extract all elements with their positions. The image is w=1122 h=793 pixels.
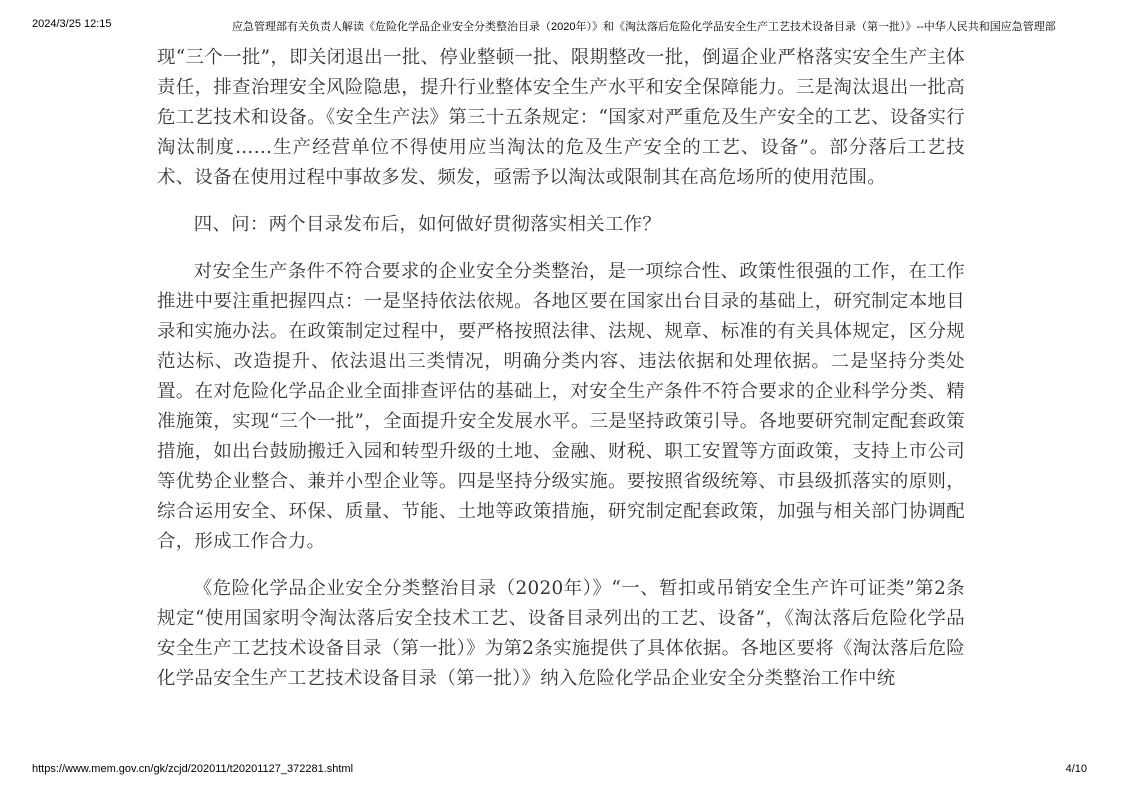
page-url: https://www.mem.gov.cn/gk/zcjd/202011/t20201127_372281.shtml xyxy=(32,763,354,775)
paragraph-continued: 现“三个一批”，即关闭退出一批、停业整顿一批、限期整改一批，倒逼企业严格落实安全生产主体责任，排查治理安全风险隐患，提升行业整体安全生产水平和安全保障能力。三是淘汰退出一批高危工艺技术和设备。《安全生产法》第三十五条规定：“国家对严重危及生产安全的工艺、设备实行淘汰制度……生产经营单位不得使用应当淘汰的危及生产安全的工艺、设备”。部分落后工艺技术、设备在使用过程中事故多发、频发，亟需予以淘汰或限制其在高危场所的使用范围。 xyxy=(157,47,965,188)
question-heading: 四、问：两个目录发布后，如何做好贯彻落实相关工作？ xyxy=(193,214,662,235)
page-number: 4/10 xyxy=(1065,763,1087,775)
print-datetime: 2024/3/25 12:15 xyxy=(32,18,112,30)
paragraph-catalog: 《危险化学品企业安全分类整治目录（2020年）》“一、暂扣或吊销安全生产许可证类”第2条规定“使用国家明令淘汰落后安全技术工艺、设备目录列出的工艺、设备”，《淘汰落后危险化学品安全生产工艺技术设备目录（第一批）》为第2条实施提供了具体依据。各地区要将《淘汰落后危险化学品安全生产工艺技术设备目录（第一批）》纳入危险化学品企业安全分类整治工作中统 xyxy=(157,578,965,689)
page-header-title: 应急管理部有关负责人解读《危险化学品企业安全分类整治目录（2020年）》和《淘汰落后危险化学品安全生产工艺技术设备目录（第一批）》--中华人民共和国应急管理部 xyxy=(232,21,1056,33)
paragraph-answer: 对安全生产条件不符合要求的企业安全分类整治，是一项综合性、政策性很强的工作，在工作推进中要注重把握四点：一是坚持依法依规。各地区要在国家出台目录的基础上，研究制定本地目录和实施办法。在政策制定过程中，要严格按照法律、法规、规章、标准的有关具体规定，区分规范达标、改造提升、依法退出三类情况，明确分类内容、违法依据和处理依据。二是坚持分类处置。在对危险化学品企业全面排查评估的基础上，对安全生产条件不符合要求的企业科学分类、精准施策，实现“三个一批”，全面提升安全发展水平。三是坚持政策引导。各地要研究制定配套政策措施，如出台鼓励搬迁入园和转型升级的土地、金融、财税、职工安置等方面政策，支持上市公司等优势企业整合、兼并小型企业等。四是坚持分级实施。要按照省级统筹、市县级抓落实的原则，综合运用安全、环保、质量、节能、土地等政策措施，研究制定配套政策，加强与相关部门协调配合，形成工作合力。 xyxy=(157,261,965,552)
article-body xyxy=(157,43,965,694)
